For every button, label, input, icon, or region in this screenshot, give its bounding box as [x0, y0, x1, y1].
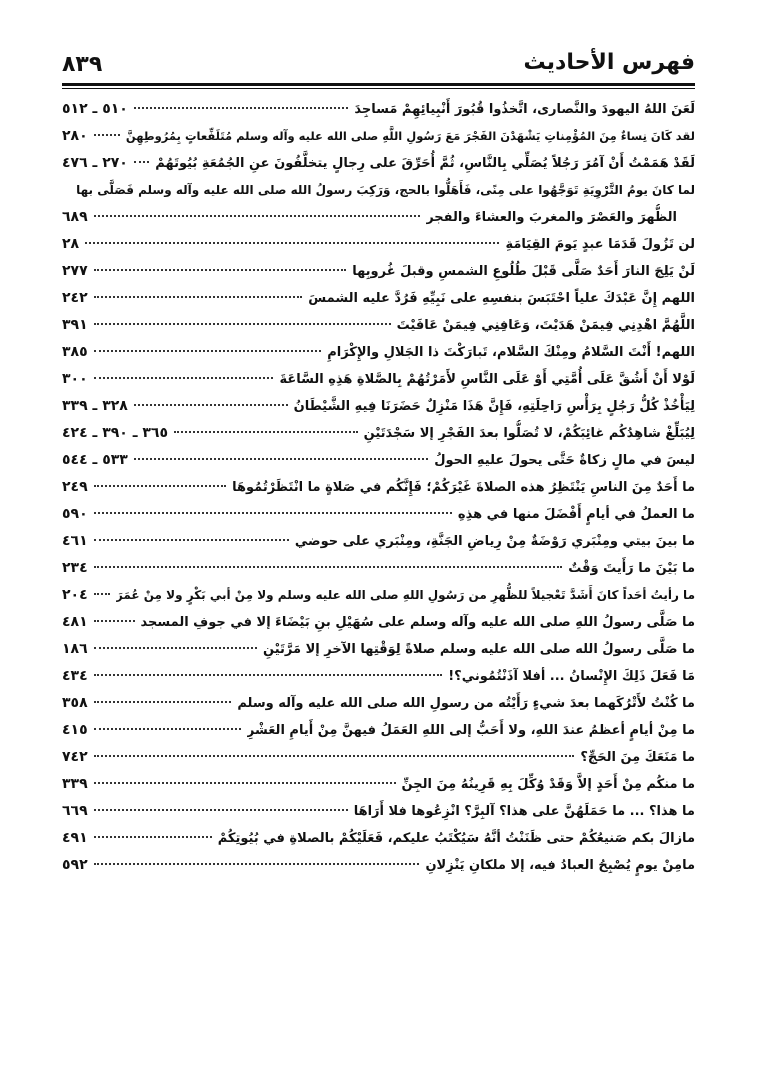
- entry-text: ما منكُم مِنْ أَحَدٍ إلاَّ وَقَدْ وُكِّلَ بِهِ قَرِينُهُ مِنَ الجِنِّ: [401, 777, 695, 792]
- leader-dots: [134, 457, 428, 460]
- entry-text: لِيَأْخُذْ كُلُّ رَجُلٍ بِرَأْسِ رَاحِلَتِهِ، فَإِنَّ هَذَا مَنْزِلٌ حَضَرَنَا فِيهِ الشَّيْطَانُ: [293, 399, 695, 414]
- entry-text: اللهم إِنَّ عَبْدَكَ علياً احْتَبَسَ بنفسِهِ على نَبِيِّهِ فَرُدَّ عليه الشمسَ: [308, 291, 695, 306]
- entry-pages: ٢٤٩: [62, 479, 88, 495]
- entry-continuation: [62, 204, 695, 231]
- leader-dots: [94, 268, 347, 271]
- leader-dots: [94, 511, 452, 514]
- entry-pages: ٣٠٠: [62, 371, 88, 387]
- entry-text: اللَّهُمَّ اهْدِنِي فِيمَنْ هَدَيْتَ، وَعَافِنِي فِيمَنْ عَافَيْتَ: [396, 318, 695, 333]
- entry-text-continued: الظُّهرَ والعَصْرَ والمغربَ والعشاءَ والفجر: [426, 210, 677, 225]
- entry-text: ما بينَ بيتي ومِنْبَري رَوْضَةٌ مِنْ رِياضِ الجَنَّةِ، ومِنْبَري على حوضي: [294, 534, 695, 549]
- entry-text: لَعَنَ اللهُ اليهودَ والنَّصارى، اتَّخذُوا قُبُورَ أَنْبِيائِهِمْ مَساجِدَ: [354, 102, 695, 117]
- entry-text: مامِنْ يومٍ يُصْبِحُ العبادُ فيه، إلا ملكانِ يَنْزِلانِ: [425, 858, 695, 873]
- entry-text: ما هذا؟ ... ما حَمَلَهُنَّ على هذا؟ آلبِرَّ؟ انْزِعُوها فلا أَرَاهَا: [353, 804, 695, 819]
- leader-dots: [94, 808, 348, 811]
- leader-dots: [174, 430, 358, 433]
- entry-pages: ٣٨٥: [62, 344, 88, 360]
- leader-dots: [134, 106, 349, 109]
- entry-pages: ٢٧٠ ـ ٤٧٦: [62, 155, 128, 171]
- entry-pages: ٢٨٠: [62, 128, 88, 144]
- index-entry: [62, 312, 695, 339]
- index-entry: [62, 771, 695, 798]
- entry-pages: ٥٣٣ ـ ٥٤٤: [62, 452, 128, 468]
- entry-pages: ٢٨: [62, 236, 80, 252]
- index-entry: [62, 420, 695, 447]
- index-entry: [62, 825, 695, 852]
- entry-text: لِيُبَلِّغْ شاهِدُكُم غائِبَكُمْ، لا تُصَلُّوا بعدَ الفَجْرِ إلا سَجْدَتَيْنِ: [363, 426, 695, 441]
- running-title: فهرس الأحاديث: [523, 50, 695, 75]
- leader-dots: [94, 754, 575, 757]
- index-entry: [62, 447, 695, 474]
- index-entry: [62, 258, 695, 285]
- index-entry: [62, 177, 695, 231]
- entry-pages: ٦٦٩: [62, 803, 88, 819]
- leader-dots: [94, 322, 391, 325]
- entry-text: لَنْ يَلِجَ النارَ أَحَدٌ صَلَّى قَبْلَ طُلُوعِ الشمسِ وقبلَ غُروبِها: [352, 264, 695, 279]
- entry-text: مازالَ بكم صَنيعُكُمْ حتى ظَنَنْتُ أنَّهُ سَيُكْتَبُ عليكم، فَعَلَيْكُمْ بالصلاةِ في بُيُوتِكُمْ: [217, 831, 695, 846]
- page-header: [62, 46, 695, 82]
- index-entry: [62, 636, 695, 663]
- leader-dots: [94, 376, 274, 379]
- entry-pages: ٦٨٩: [62, 209, 88, 225]
- entry-text: ما صَلَّى رسولُ اللهِ صلى الله عليه وآله وسلم على سُهَيْلِ بنِ بَيْضَاءَ إلا في جوفِ المسجد: [140, 615, 695, 630]
- index-entry: [62, 582, 695, 609]
- leader-dots: [94, 133, 120, 136]
- index-entry: [62, 339, 695, 366]
- page-number: ٨٣٩: [62, 52, 103, 77]
- entry-pages: ٤٨١: [62, 614, 88, 630]
- leader-dots: [94, 862, 420, 865]
- leader-dots: [134, 160, 149, 163]
- index-entry: [62, 744, 695, 771]
- entry-text: ما رأيتُ أحَداً كانَ أَشَدَّ تَعْجيلاً للظُّهرِ من رَسُولِ اللهِ صلى الله عليه وسلم ولا مِنْ أبي بَكْرٍ ولا مِنْ عُمَرَ: [115, 588, 695, 602]
- index-entry: [62, 663, 695, 690]
- index-entry: [62, 474, 695, 501]
- entry-text: لَوْلا أَنْ أَشُقَّ عَلَى أُمَّتِي أَوْ عَلَى النَّاسِ لأَمَرْتُهُمْ بِالصَّلاةِ هَذِهِ السَّاعَةَ: [279, 372, 695, 387]
- header-rule: [62, 83, 695, 89]
- index-entry: [62, 798, 695, 825]
- entry-text: لن تَزُولَ قَدَمَا عبدٍ يَومَ القِيَامَةِ: [505, 237, 695, 252]
- entry-pages: ٤٩١: [62, 830, 88, 846]
- index-entry: [62, 231, 695, 258]
- index-entry: [62, 96, 695, 123]
- index-entry: [62, 150, 695, 177]
- leader-dots: [94, 646, 257, 649]
- entry-text: لَقَدْ هَمَمْتُ أَنْ آمُرَ رَجُلاً يُصَلِّي بِالنَّاسِ، ثُمَّ أُحَرِّقَ على رِجالٍ يتخلَّفُونَ عنِ الجُمُعَةِ بُيُوتَهُمْ: [155, 156, 695, 171]
- index-entry: [62, 285, 695, 312]
- leader-dots: [94, 295, 303, 298]
- entry-pages: ٣٩١: [62, 317, 88, 333]
- leader-dots: [94, 214, 421, 217]
- entry-text: ما مَنَعَكَ مِنَ الحَجِّ؟: [580, 750, 695, 765]
- index-entry: [62, 393, 695, 420]
- entry-text: ما صَلَّى رسولُ الله صلى الله عليه وسلم صلاةً لِوَقْتِها الآخرِ إلا مَرَّتَيْنِ: [263, 642, 695, 657]
- index-entry: [62, 528, 695, 555]
- entry-pages: ٤٦١: [62, 533, 88, 549]
- entry-pages: ٣٢٨ ـ ٣٣٩: [62, 398, 128, 414]
- index-entry: [62, 501, 695, 528]
- entry-text: مَا فَعَلَ ذَلِكَ الإِنْسانُ ... أفلا آذَنْتُمُوني؟!: [448, 669, 695, 684]
- entry-pages: ٢٣٤: [62, 560, 88, 576]
- entry-pages: ٣٦٥ ـ ٣٩٠ ـ ٤٢٤: [62, 425, 169, 441]
- entry-text: ما بَيْنَ ما رَأَيتَ وَقْتٌ: [568, 561, 695, 576]
- leader-dots: [134, 403, 288, 406]
- index-entry: [62, 366, 695, 393]
- leader-dots: [94, 349, 322, 352]
- leader-dots: [94, 727, 241, 730]
- leader-dots: [94, 538, 289, 541]
- entry-pages: ٢٠٤: [62, 587, 88, 603]
- entry-text: لقد كَانَ نِساءٌ مِنَ المُؤْمِناتِ يَشْهَدْنَ الفَجْرَ مَعَ رَسُولِ اللَّهِ صلى الله عليه وآله وسلم مُتَلَفِّعاتٍ بِمُرُوطِهِنَّ: [125, 129, 695, 143]
- leader-dots: [94, 565, 563, 568]
- entry-pages: ١٨٦: [62, 641, 88, 657]
- index-entry: [62, 123, 695, 150]
- hadith-index-list: [62, 96, 695, 879]
- entry-text: اللهم! أَنْتَ السَّلامُ ومِنْكَ السَّلام، تَبارَكْتَ ذا الجَلالِ والإِكْرَامِ: [327, 345, 695, 360]
- entry-text: ليسَ في مالٍ زكاةٌ حَتَّى يحولَ عليهِ الحولُ: [434, 453, 695, 468]
- leader-dots: [94, 484, 226, 487]
- entry-text: ما كُنْتُ لأَتْرُكَهما بعدَ شيءٍ رَأَيْتُه من رسولِ الله صلى الله عليه وآله وسلم: [237, 696, 695, 711]
- entry-text: ما العملُ في أيامٍ أَفْضَلَ منها في هذِهِ: [457, 507, 695, 522]
- entry-pages: ٢٧٧: [62, 263, 88, 279]
- entry-pages: ٢٤٢: [62, 290, 88, 306]
- entry-pages: ٤٣٤: [62, 668, 88, 684]
- index-entry: [62, 717, 695, 744]
- index-entry: [62, 555, 695, 582]
- leader-dots: [94, 700, 232, 703]
- leader-dots: [94, 781, 396, 784]
- entry-pages: ٣٣٩: [62, 776, 88, 792]
- entry-text: ما مِنْ أيامٍ أعظمُ عندَ اللهِ، ولا أَحَبُّ إلى اللهِ العَمَلُ فيهنَّ مِنْ أَيامِ العَشْرِ: [246, 723, 695, 738]
- leader-dots: [94, 835, 212, 838]
- leader-dots: [94, 592, 110, 595]
- entry-pages: ٥٩٠: [62, 506, 88, 522]
- leader-dots: [94, 619, 135, 622]
- entry-text: ما أَحَدٌ مِنَ الناسِ يَنْتَظِرُ هذه الصلاةَ غَيْرَكُمْ؛ فَإِنَّكُم في صَلاةٍ ما انْتَظَرْتُمُوهَا: [232, 480, 695, 495]
- entry-pages: ٣٥٨: [62, 695, 88, 711]
- index-entry: [62, 852, 695, 879]
- index-entry: [62, 609, 695, 636]
- leader-dots: [85, 241, 499, 244]
- entry-pages: ٤١٥: [62, 722, 88, 738]
- entry-pages: ٧٤٢: [62, 749, 88, 765]
- entry-pages: ٥١٠ ـ ٥١٢: [62, 101, 128, 117]
- entry-pages: ٥٩٢: [62, 857, 88, 873]
- entry-text: لما كانَ يومُ التَّرْوِيَةِ تَوَجَّهُوا على مِنًى، فَأَهَلُّوا بالحج، وَرَكِبَ رسولُ الله صلى الله عليه وآله وسلم فَصَلَّى بها: [76, 183, 695, 197]
- leader-dots: [94, 673, 443, 676]
- index-entry: [62, 690, 695, 717]
